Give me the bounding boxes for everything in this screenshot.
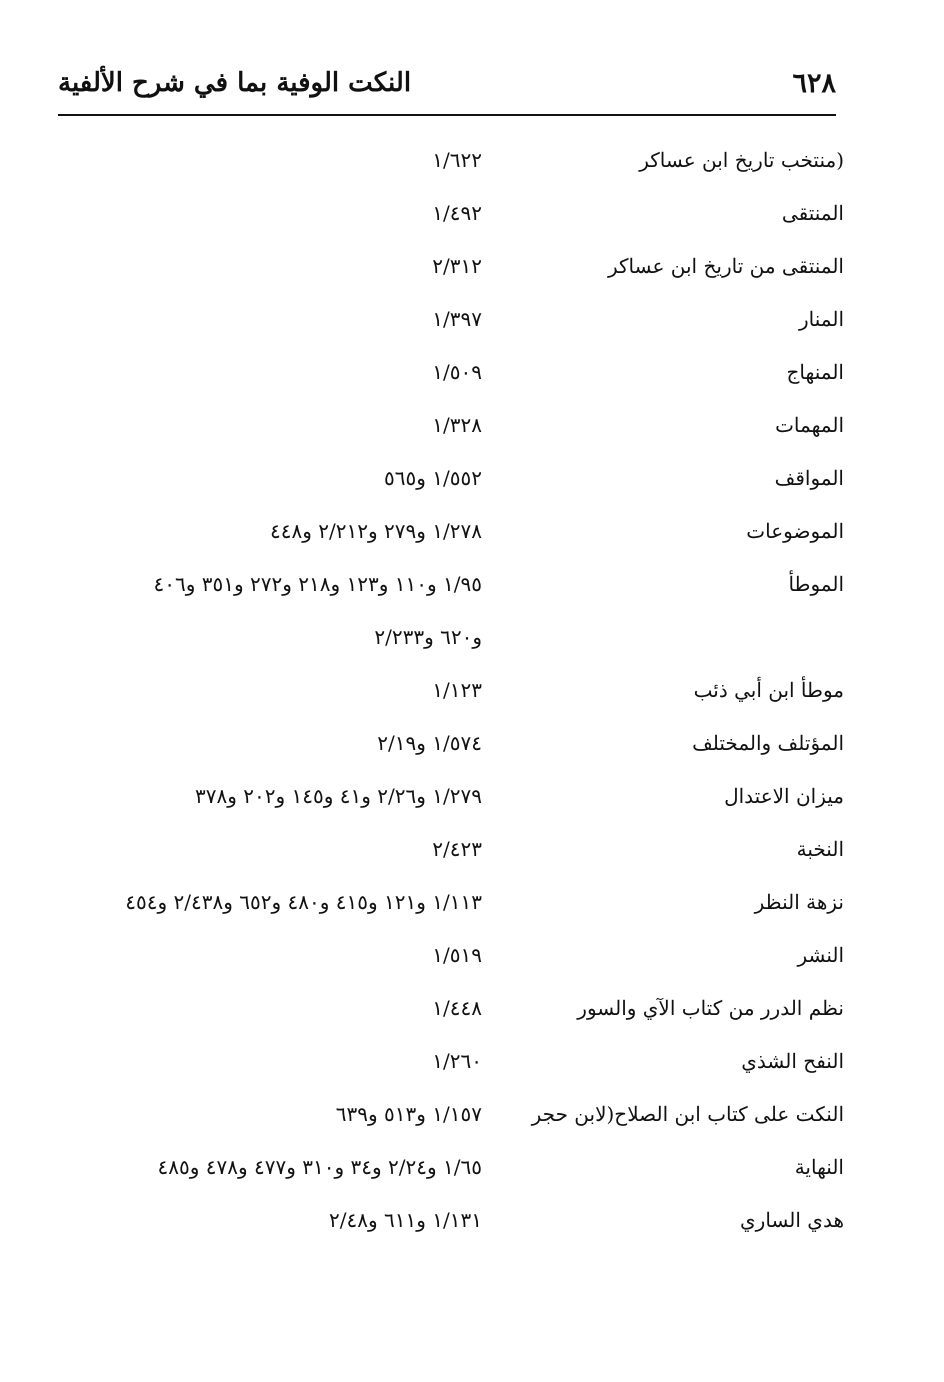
page-header [58,66,836,116]
entry-refs: ١/٣٩٧ [432,307,482,331]
index-entry [58,458,844,511]
entry-refs: ١/٦٢٢ [432,148,482,172]
entry-title: الموضوعات [746,519,844,543]
index-entry [58,1094,844,1147]
index-entry [58,829,844,882]
index-entry [58,352,844,405]
index-entry [58,1147,844,1200]
entry-title: النخبة [796,837,844,861]
index-entry [58,776,844,829]
entry-refs: ١/١٥٧ و٥١٣ و٦٣٩ [335,1102,482,1126]
entry-title: (منتخب تاريخ ابن عساكر [639,148,844,172]
entry-title: المهمات [775,413,844,437]
entry-refs: ١/٢٧٩ و٢/٢٦ و٤١ و١٤٥ و٢٠٢ و٣٧٨ [195,784,482,808]
entry-title: النشر [797,943,844,967]
entry-title: ميزان الاعتدال [724,784,844,808]
entry-refs: ١/٢٧٨ و٢٧٩ و٢/٢١٢ و٤٤٨ [270,519,482,543]
index-entry [58,140,844,193]
entry-refs: و٦٢٠ و٢/٢٣٣ [374,625,482,649]
entry-title: نزهة النظر [754,890,844,914]
entry-refs: ١/٥١٩ [432,943,482,967]
entry-title: المنتقى [781,201,844,225]
index-entries [58,140,844,1253]
entry-refs: ٢/٤٢٣ [432,837,482,861]
entry-refs: ١/٤٩٢ [432,201,482,225]
entry-refs: ١/١١٣ و١٢١ و٤١٥ و٤٨٠ و٦٥٢ و٢/٤٣٨ و٤٥٤ [125,890,482,914]
entry-refs: ١/٥٠٩ [432,360,482,384]
entry-refs: ١/٣٢٨ [432,413,482,437]
index-entry [58,670,844,723]
entry-refs: ١/٥٥٢ و٥٦٥ [384,466,482,490]
index-entry [58,511,844,564]
index-entry [58,299,844,352]
entry-title: المواقف [774,466,844,490]
page-number: ٦٢٨ [792,68,836,99]
index-entry-continuation [58,617,844,670]
entry-title: موطأ ابن أبي ذئب [693,678,844,702]
entry-title: المنار [799,307,844,331]
entry-refs: ٢/٣١٢ [432,254,482,278]
book-title: النكت الوفية بما في شرح الألفية [58,68,412,98]
entry-title: النهاية [794,1155,844,1179]
entry-title: هدي الساري [740,1208,844,1232]
entry-refs: ١/٥٧٤ و٢/١٩ [377,731,482,755]
entry-title: النكت على كتاب ابن الصلاح(لابن حجر [531,1102,844,1126]
index-entry [58,246,844,299]
entry-title: المنتقى من تاريخ ابن عساكر [607,254,844,278]
index-entry [58,723,844,776]
entry-title: الموطأ [788,572,844,596]
entry-refs: ١/١٢٣ [432,678,482,702]
index-entry [58,1041,844,1094]
entry-title: النفح الشذي [741,1049,844,1073]
index-entry [58,193,844,246]
index-entry [58,882,844,935]
index-entry [58,988,844,1041]
entry-refs: ١/١٣١ و٦١١ و٢/٤٨ [329,1208,482,1232]
index-entry [58,405,844,458]
entry-refs: ١/٩٥ و١١٠ و١٢٣ و٢١٨ و٢٧٢ و٣٥١ و٤٠٦ [153,572,482,596]
entry-refs: ١/٢٦٠ [432,1049,482,1073]
entry-refs: ١/٦٥ و٢/٢٤ و٣٤ و٣١٠ و٤٧٧ و٤٧٨ و٤٨٥ [157,1155,482,1179]
entry-title: نظم الدرر من كتاب الآي والسور [577,996,844,1020]
entry-refs: ١/٤٤٨ [432,996,482,1020]
entry-title: المؤتلف والمختلف [692,731,844,755]
index-entry [58,1200,844,1253]
entry-title: المنهاج [786,360,844,384]
index-entry [58,564,844,617]
index-entry [58,935,844,988]
